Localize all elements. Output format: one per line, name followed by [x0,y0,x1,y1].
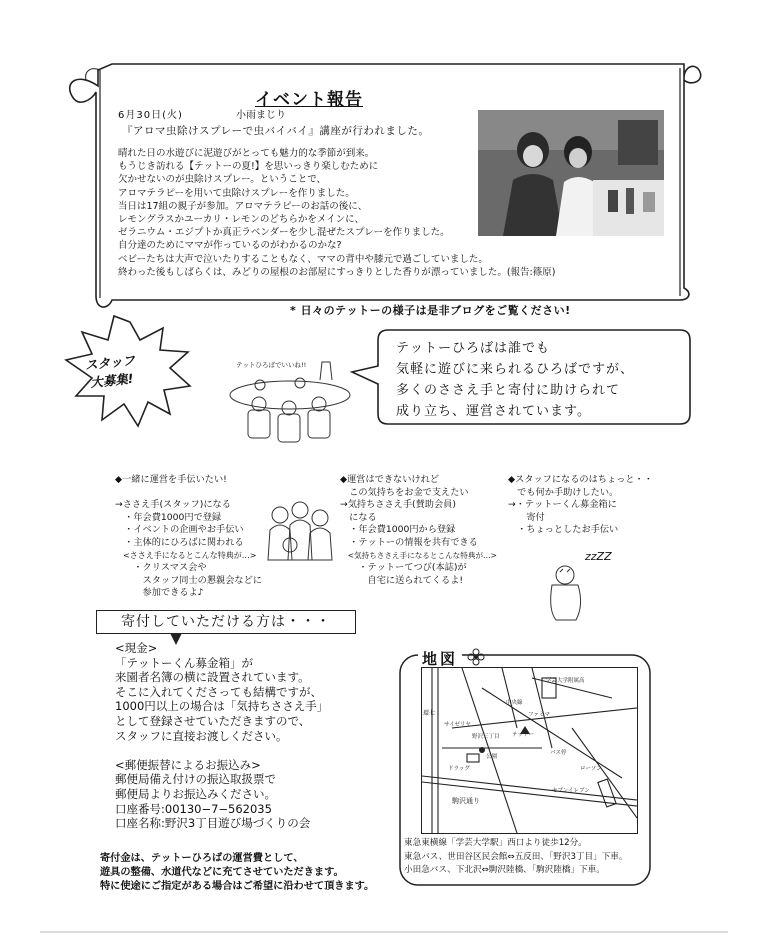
donation-header: 寄付していただける方は・・・ [96,610,356,634]
flower-icon [468,649,484,665]
burst-line: スタッフ [84,352,136,373]
col-line: になる [340,511,377,523]
map-box [421,667,638,834]
event-body-line: 欠かせないのが虫除けスプレー。ということで、 [118,174,327,186]
map-label: ファミマ [528,712,550,718]
blog-note: * 日々のテットーの様子は是非ブログをご覧ください! [290,304,571,317]
col-line: ◆一緒に運営を手伝いたい! [115,474,227,485]
sleeping-illustration [551,566,581,620]
event-weather: 小雨まじり [236,110,286,121]
donation-line: 「テットーくん募金箱」が [115,655,253,670]
col-line: ◆スタッフになるのはちょっと・・ [508,474,653,485]
col-line [115,487,262,500]
map-drawing [422,668,637,833]
donation-line: 郵便局備え付けの振込取扱票で [115,772,276,787]
bubble-line: 気軽に遊びに来られるひろばですが、 [396,362,635,377]
map-label: 環七 [423,710,436,717]
donation-line [115,743,328,758]
map-label: セブンイレブン [552,788,590,794]
donation-line: 来園者名簿の横に設置されています。 [115,670,310,685]
event-body-line: レモングラスかユーカリ・レモンのどちらかをメインに、 [118,214,365,226]
col-line: <ささえ手になるとこんな特典が…> [115,550,257,560]
col-line: 寄付 [508,511,545,523]
staff-recruit-burst [84,351,138,392]
event-body-line: アロマテラピーを用いて虫除けスプレーを作りました。 [118,187,355,199]
donation-line: そこに入れてくださっても結構ですが、 [115,684,322,699]
donation-body [115,641,328,831]
col-line: ◆運営はできないけれど [340,474,439,485]
kids-illustration [230,362,350,442]
col-line: ・年会費1000円から登録 [340,524,456,536]
map-label: 野沢三丁目 [472,734,500,740]
donation-line: 口座名称:野沢3丁目遊び場づくりの会 [115,816,311,831]
event-body-line: 当日は17組の親子が参加。アロマテラピーのお話の後に、 [118,200,368,212]
bubble-text [396,338,634,422]
col-line: 参加できるよ♪ [115,587,204,599]
col-line: 自宅に送られてくるよ! [340,574,464,586]
col-line: ・ちょっとしたお手伝い [508,524,619,536]
col-line: →・テットーくん募金箱に [508,499,617,511]
map-label: サイゼリヤ [444,722,471,728]
col-line: ・テットーてつび(本誌)が [340,562,467,574]
donation-line: 口座番号:00130−7−562035 [115,801,272,816]
donation-line: として登録させていただきますので、 [115,713,311,728]
bubble-line: 多くのささえ手と寄付に助けられて [396,383,621,398]
event-date: 6月30日(火) [118,110,183,121]
event-photo [478,110,664,236]
event-body-line: もうじき訪れる【テットーの夏!】を思いっきり楽しむために [118,161,379,173]
event-body-line: 自分達のためにママが作っているのがわかるのかな? [118,240,342,252]
column-staff [115,474,262,600]
map-label: 駒沢通り [452,797,480,805]
footer-note [100,852,374,894]
map-label: 中央線 [506,700,523,706]
event-headline: 『アロマ虫除けスプレーで虫バイバイ』講座が行われました。 [122,125,430,137]
map-label: テットー [512,732,535,738]
event-body-line: ベビーたちは大声で泣いたりすることもなく、ママの背中や膝元で過ごしていました。 [118,253,488,265]
col-line: スタッフ同士の懇親会などに [115,574,262,586]
burst-line: 大募集! [89,370,135,391]
col-line: ・年会費1000円で登録 [115,511,222,523]
column-helper [508,474,653,537]
event-body-line: 晴れた日の水遊びに泥遊びがとっても魅力的な季節が到来。 [118,148,375,159]
column-supporter [340,474,497,587]
col-line: <気持ちささえ手になるとこんな特典が…> [340,550,498,560]
col-line: ・テットーの情報を共有できる [340,536,478,548]
col-line: この気持ちをお金で支えたい [340,486,469,498]
bubble-line: テットーひろばは誰でも [396,341,551,356]
event-body [118,147,556,279]
event-report-title: イベント報告 [255,90,363,110]
donation-line: スタッフに直接お渡しください。 [115,728,288,743]
map-label: 学芸大学附属高 [546,678,585,684]
map-label: 公園 [486,754,498,760]
col-line: →ささえ手(スタッフ)になる [115,499,231,511]
col-line: でも何か手助けしたい。 [508,486,619,498]
donation-line: 1000円以上の場合は「気持ちささえ手」 [115,699,329,714]
map-label: ローソン [580,766,602,772]
map-info-line: 小田急バス、下北沢⇔駒沢陸橋、「駒沢陸橋」下車。 [404,865,605,875]
col-line: ・主体的にひろばに関われる [115,536,244,548]
zzz-text: zzZZ [585,550,612,563]
map-title: 地図 [418,648,462,669]
people-illustration [268,502,332,560]
map-info [404,837,627,878]
donation-line: 郵便局よりお振込みください。 [115,786,276,801]
donation-line: <現金> [115,641,158,655]
bubble-line: 成り立ち、運営されています。 [396,404,591,419]
col-line: ・イベントの企画やお手伝い [115,524,244,536]
map-info-line: 東急バス、世田谷区民会館⇔五反田、「野沢3丁目」下車。 [404,851,628,862]
illustration-caption: テットひろばでいいね!! [236,361,307,369]
col-line: →気持ちささえ手(賛助会員) [340,499,456,511]
event-body-line: 終わった後もしばらくは、みどりの屋根のお部屋にすっきりとした香りが漂っていました。(報告:篠原) [118,266,556,278]
map-label: バス停 [550,750,567,756]
donation-line: <郵便振替によるお振込み> [115,757,261,772]
map-label: ドラッグ [448,766,470,772]
map-info-line: 東急東横線「学芸大学駅」西口より徒歩12分。 [404,838,587,848]
footer-line: 寄付金は、テットーひろばの運営費として、 [100,853,304,864]
event-body-line: ゼラニウム・エジプトか真正ラベンダーを少し混ぜたスプレーを作りました。 [118,227,450,239]
col-line: ・クリスマス会や [115,562,207,574]
footer-line: 特に使途にご指定がある場合はご希望に沿わせて頂きます。 [100,881,375,892]
footer-line: 遊具の整備、水道代などに充てさせていただきます。 [100,867,344,878]
